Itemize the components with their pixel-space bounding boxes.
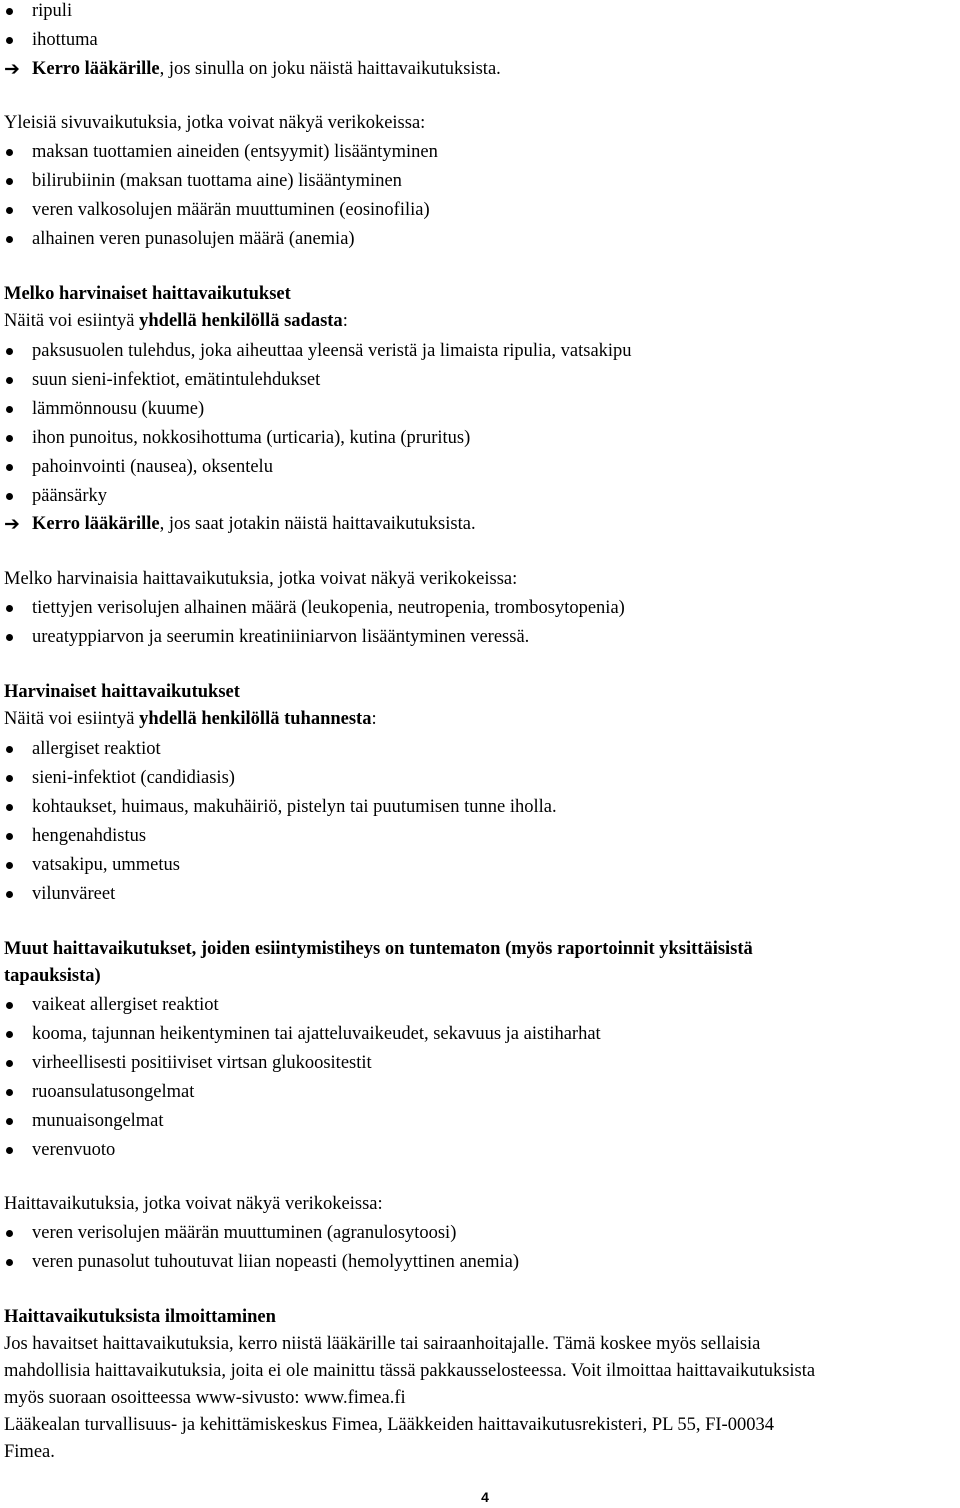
bullet-icon xyxy=(6,8,13,15)
bullet-icon xyxy=(6,464,13,471)
bullet-icon xyxy=(6,207,13,214)
bullet-icon xyxy=(6,833,13,840)
section-heading: Muut haittavaikutukset, joiden esiintymistiheys on tuntematon (myös raportoinnit yksittäisistä xyxy=(4,939,753,959)
section-heading-cont: tapauksista) xyxy=(4,966,101,986)
frequency-line: Näitä voi esiintyä yhdellä henkilöllä tuhannesta: xyxy=(4,709,377,729)
note-text: , jos sinulla on joku näistä haittavaikutuksista. xyxy=(159,59,501,79)
bullet-icon xyxy=(6,348,13,355)
paragraph-line: Jos havaitset haittavaikutuksia, kerro niistä lääkärille tai sairaanhoitajalle. Tämä koskee myös sellaisia xyxy=(4,1334,761,1354)
page-number: 4 xyxy=(481,1489,489,1505)
bullet-icon xyxy=(6,746,13,753)
bullet-icon xyxy=(6,634,13,641)
bullet-icon xyxy=(6,435,13,442)
bullet-icon xyxy=(6,1230,13,1237)
bullet-icon xyxy=(6,178,13,185)
bullet-icon xyxy=(6,1259,13,1266)
bullet-icon xyxy=(6,377,13,384)
bullet-icon xyxy=(6,1089,13,1096)
paragraph-line: mahdollisia haittavaikutuksia, joita ei ole mainittu tässä pakkausselosteessa. Voit ilmoittaa haittavaikutuksista xyxy=(4,1361,816,1381)
bullet-icon xyxy=(6,1031,13,1038)
section-heading: Melko harvinaiset haittavaikutukset xyxy=(4,284,291,304)
bullet-icon xyxy=(6,775,13,782)
bullet-icon xyxy=(6,1002,13,1009)
bullet-icon xyxy=(6,1147,13,1154)
section-heading: Haittavaikutuksista ilmoittaminen xyxy=(4,1307,276,1327)
frequency-line: Näitä voi esiintyä yhdellä henkilöllä sadasta: xyxy=(4,311,348,331)
bullet-icon xyxy=(6,891,13,898)
bullet-icon xyxy=(6,1060,13,1067)
paragraph-line: Lääkealan turvallisuus- ja kehittämiskeskus Fimea, Lääkkeiden haittavaikutusrekisteri, PL 55, FI-00034 xyxy=(4,1415,774,1435)
paragraph-line: Fimea. xyxy=(4,1442,55,1462)
bullet-icon xyxy=(6,493,13,500)
section-intro: Haittavaikutuksia, jotka voivat näkyä verikokeissa: xyxy=(4,1194,383,1214)
arrow-right-icon: ➔ xyxy=(4,513,20,535)
note-bold: Kerro lääkärille xyxy=(32,59,160,79)
bullet-icon xyxy=(6,37,13,44)
bullet-icon xyxy=(6,406,13,413)
bullet-icon xyxy=(6,804,13,811)
bullet-icon xyxy=(6,149,13,156)
bullet-icon xyxy=(6,1118,13,1125)
paragraph-line: myös suoraan osoitteessa www-sivusto: www.fimea.fi xyxy=(4,1388,406,1408)
bullet-icon xyxy=(6,236,13,243)
bullet-icon xyxy=(6,605,13,612)
section-intro: Yleisiä sivuvaikutuksia, jotka voivat näkyä verikokeissa: xyxy=(4,113,426,133)
section-intro: Melko harvinaisia haittavaikutuksia, jotka voivat näkyä verikokeissa: xyxy=(4,569,518,589)
section-heading: Harvinaiset haittavaikutukset xyxy=(4,682,240,702)
bullet-icon xyxy=(6,862,13,869)
arrow-right-icon: ➔ xyxy=(4,58,20,80)
